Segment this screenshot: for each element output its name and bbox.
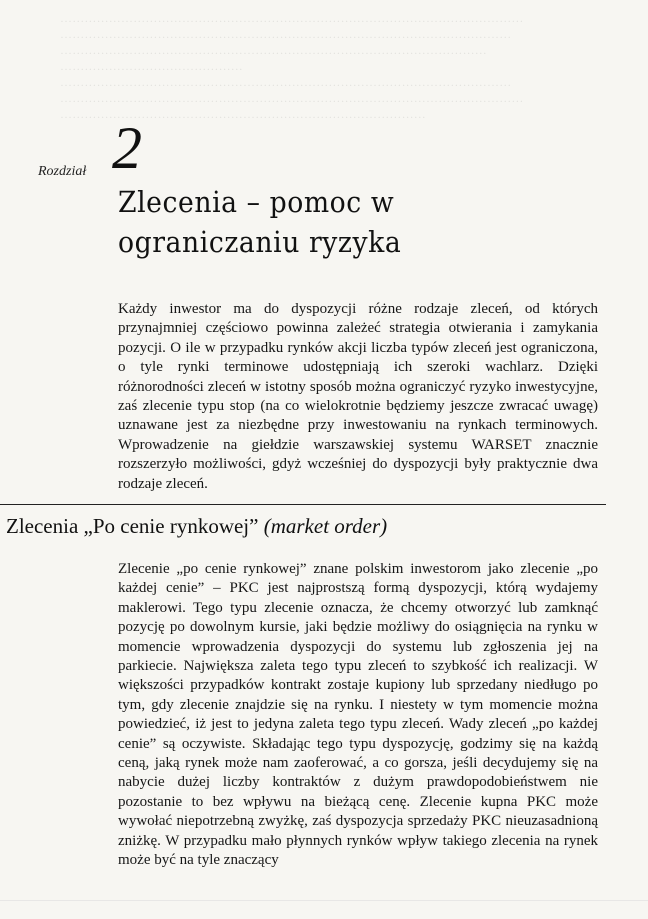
section-paragraph: Zlecenie „po cenie rynkowej” znane polskim inwestorom jako zlecenie „po każdej cenie” – PKC jest najprostszą formą dyspozycji, którą wydajemy maklerowi. Tego typu zlecenie oznacza, że chcemy otworzyć lub zamknąć pozycję po dowolnym kursie, jaki będzie możliwy do osiągnięcia na rynku w momencie wprowadzenia dyspozycji do systemu lub zgłoszenia jej na parkiecie. Największa zaleta tego typu zleceń to szybkość ich realizacji. W większości przypadków kontrakt zostaje kupiony lub sprzedany niedługo po tym, gdy zlecenie znajdzie się na rynku. I niestety w tym momencie można powiedzieć, iż jest to jedyna zaleta tego typu zleceń. Wady zleceń „po każdej cenie” są oczywiste. Składając tego typu dyspozycję, godzimy się na każdą ceną, jaką rynek może nam zaoferować, a co gorsza, jeśli decydujemy się na nabycie dużej liczby kontraktów z dużym prawdopodobieństwem nie pozostanie to bez wpływu na bieżącą cenę. Zlecenie kupna PKC może wywołać niepotrzebną zwyżkę, zaś dyspozycja sprzedaży PKC nieuzasadnioną zniżkę. W przypadku mało płynnych rynków wpływ takiego zlecenia na rynek może być na tyle znaczący — [118, 561, 598, 869]
chapter-label: Rozdział — [38, 164, 87, 179]
section-heading-term: (market order) — [263, 514, 388, 538]
section-heading — [6, 514, 387, 539]
chapter-title: Zlecenia – pomoc w ograniczaniu ryzyka — [118, 185, 402, 259]
page-edge — [0, 900, 648, 901]
section-heading-main: Zlecenia „Po cenie rynkowej” — [6, 514, 259, 538]
chapter-number: 2 — [112, 115, 142, 181]
intro-paragraph: Każdy inwestor ma do dyspozycji różne rodzaje zleceń, od których przynajmniej częściowo powinna zależeć strategia otwierania i zamykania pozycji. O ile w przypadku rynków akcji liczba typów zleceń jest ograniczona, o tyle rynki terminowe udostępniają ich szeroki wachlarz. Dzięki różnorodności zleceń w istotny sposób można ograniczyć ryzyko inwestycyjne, zaś zlecenie typu stop (na co wielokrotnie będziemy jeszcze zwracać uwagę) uznawane jest za niezbędne przy inwestowaniu na rynkach terminowych. Wprowadzenie na giełdzie warszawskiej systemu WARSET znacznie rozszerzyło możliwości, gdyż wcześniej do dyspozycji były praktycznie dwa rodzaje zleceń. — [118, 301, 598, 492]
bleed-through-text: …………………………………………………………………………………………………… ………………………………………………………………………………………………… …………………………………………………………………………………………… ……………………………………… ………………………………………………………………………………………………… …………………………………………………………………………………………………… ……………………………………………………………………………… — [60, 11, 524, 121]
section-divider — [0, 504, 606, 505]
